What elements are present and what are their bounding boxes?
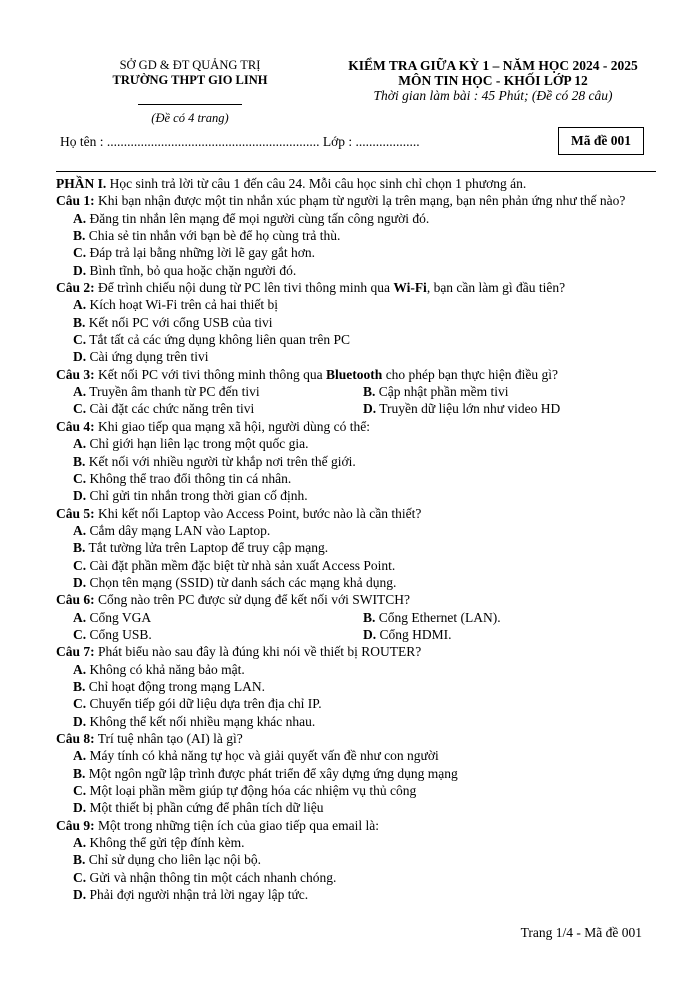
- question-text: Trí tuệ nhân tạo (AI) là gì?: [94, 731, 243, 746]
- option: [56, 799, 656, 816]
- option-letter: A.: [73, 522, 87, 538]
- exam-title: KIỂM TRA GIỮA KỲ 1 – NĂM HỌC 2024 - 2025: [348, 58, 638, 73]
- exam-content: [56, 175, 656, 903]
- question-6: [56, 591, 656, 608]
- question-keyword: Wi-Fi: [393, 280, 427, 296]
- option-text: Không thể trao đổi thông tin cá nhân.: [86, 470, 292, 486]
- option: [56, 574, 656, 591]
- option-letter: A.: [73, 835, 87, 851]
- option: [56, 747, 656, 764]
- option: [56, 470, 656, 487]
- option-text: Truyền âm thanh từ PC đến tivi: [86, 384, 260, 400]
- question-text: Khi bạn nhận được một tin nhắn xúc phạm từ người lạ trên mạng, bạn nên phản ứng như thế nào?: [94, 193, 626, 209]
- question-text: Khi giao tiếp qua mạng xã hội, người dùng có thể:: [94, 418, 371, 434]
- option-text: Tắt tất cả các ứng dụng không liên quan trên PC: [86, 332, 351, 348]
- question-text: Để trình chiếu nội dung từ PC lên tivi thông minh qua: [94, 280, 394, 296]
- question-text: Một trong những tiện ích của giao tiếp qua email là:: [94, 817, 380, 833]
- question-number: Câu 1:: [56, 193, 95, 209]
- question-8: [56, 730, 656, 747]
- exam-code-box: Mã đề 001: [558, 127, 644, 155]
- option-letter: D.: [363, 401, 377, 417]
- option-letter: B.: [73, 678, 86, 694]
- option: [363, 626, 653, 643]
- option-text: Cổng VGA: [86, 609, 152, 625]
- question-number: Câu 3:: [56, 366, 95, 382]
- subject-title: MÔN TIN HỌC - KHỐI LỚP 12: [398, 73, 588, 88]
- option-text: Truyền dữ liệu lớn như video HD: [376, 401, 561, 417]
- question-number: Câu 8:: [56, 731, 95, 746]
- option-letter: A.: [73, 661, 87, 677]
- option-letter: B.: [73, 453, 86, 469]
- option-letter: D.: [73, 800, 87, 816]
- option-text: Cài ứng dụng trên tivi: [86, 349, 209, 365]
- question-text: Phát biểu nào sau đây là đúng khi nói về thiết bị ROUTER?: [94, 644, 422, 660]
- option-letter: C.: [73, 696, 87, 712]
- option: [56, 210, 656, 227]
- option-row: [56, 400, 656, 417]
- option-letter: C.: [73, 245, 87, 261]
- option-text: Chọn tên mạng (SSID) từ danh sách các mạng khả dụng.: [86, 574, 397, 590]
- option-letter: A.: [73, 210, 87, 226]
- option-text: Cổng Ethernet (LAN).: [375, 609, 501, 625]
- pages-note: (Đề có 4 trang): [151, 111, 229, 125]
- option-letter: C.: [73, 869, 87, 885]
- option: [56, 557, 656, 574]
- option: [56, 331, 656, 348]
- option-text: Chỉ hoạt động trong mạng LAN.: [85, 678, 265, 694]
- option-text: Không có khả năng bảo mật.: [86, 661, 245, 677]
- option-text: Kết nối PC với cổng USB của tivi: [85, 314, 273, 330]
- question-number: Câu 2:: [56, 280, 95, 296]
- question-text: Cổng nào trên PC được sử dụng để kết nối với SWITCH?: [94, 592, 411, 608]
- option-text: Một ngôn ngữ lập trình được phát triển để xây dựng ứng dụng mạng: [85, 765, 458, 781]
- option-text: Kết nối với nhiều người từ khắp nơi trên thế giới.: [85, 453, 356, 469]
- question-number: Câu 6:: [56, 592, 95, 608]
- option-letter: C.: [73, 401, 87, 417]
- option-row: [56, 626, 656, 643]
- option-letter: B.: [73, 540, 86, 556]
- question-text-tail: , bạn cần làm gì đầu tiên?: [426, 280, 566, 296]
- option: [56, 661, 656, 678]
- option-text: Tắt tường lửa trên Laptop để truy cập mạng.: [85, 540, 329, 556]
- question-text: Kết nối PC với tivi thông minh thông qua: [94, 366, 327, 382]
- option: [56, 765, 656, 782]
- question-3: [56, 366, 656, 383]
- option-letter: D.: [73, 488, 87, 504]
- option-text: Chỉ sử dụng cho liên lạc nội bộ.: [85, 852, 262, 868]
- option-letter: D.: [73, 713, 87, 729]
- question-number: Câu 7:: [56, 644, 95, 660]
- option-text: Đăng tin nhắn lên mạng để mọi người cùng tấn công người đó.: [86, 210, 430, 226]
- option: [73, 626, 363, 643]
- option: [56, 695, 656, 712]
- option-text: Chỉ gửi tin nhắn trong thời gian cố định.: [86, 488, 308, 504]
- option-letter: B.: [73, 765, 86, 781]
- question-keyword: Bluetooth: [326, 366, 383, 382]
- option-text: Cổng HDMI.: [376, 626, 452, 642]
- option: [56, 851, 656, 868]
- option: [56, 314, 656, 331]
- option: [56, 487, 656, 504]
- option-letter: D.: [73, 349, 87, 365]
- question-text-tail: cho phép bạn thực hiện điều gì?: [382, 366, 558, 382]
- option-letter: B.: [73, 314, 86, 330]
- option: [56, 782, 656, 799]
- option-letter: C.: [73, 332, 87, 348]
- option: [56, 296, 656, 313]
- option-letter: A.: [73, 748, 87, 764]
- option-row: [56, 609, 656, 626]
- option-letter: D.: [73, 574, 87, 590]
- header-separator: [56, 171, 656, 172]
- question-7: [56, 643, 656, 660]
- option: [56, 713, 656, 730]
- option: [56, 244, 656, 261]
- option-text: Bình tĩnh, bỏ qua hoặc chặn người đó.: [86, 262, 297, 278]
- option: [56, 522, 656, 539]
- option-text: Gửi và nhận thông tin một cách nhanh chóng.: [86, 869, 337, 885]
- department-name: SỞ GD & ĐT QUẢNG TRỊ: [119, 58, 261, 72]
- option-text: Cổng USB.: [86, 626, 152, 642]
- option-text: Máy tính có khả năng tự học và giải quyết vấn đề như con người: [86, 748, 439, 764]
- option-letter: B.: [73, 852, 86, 868]
- option-letter: A.: [73, 297, 87, 313]
- option-letter: A.: [73, 436, 87, 452]
- option: [73, 400, 363, 417]
- option-text: Không thể kết nối nhiều mạng khác nhau.: [86, 713, 316, 729]
- part-instruction: [56, 175, 656, 192]
- option-letter: C.: [73, 557, 87, 573]
- option: [56, 227, 656, 244]
- question-5: [56, 505, 656, 522]
- option-text: Cài đặt phần mềm đặc biệt từ nhà sản xuất Access Point.: [86, 557, 396, 573]
- option: [73, 383, 363, 400]
- option-text: Cập nhật phần mềm tivi: [375, 384, 509, 400]
- part-label: PHẦN I.: [56, 176, 107, 191]
- question-text: Khi kết nối Laptop vào Access Point, bước nào là cần thiết?: [94, 505, 422, 521]
- option-text: Cài đặt các chức năng trên tivi: [86, 401, 255, 417]
- option-text: Cắm dây mạng LAN vào Laptop.: [86, 522, 271, 538]
- option-letter: D.: [73, 262, 87, 278]
- option: [56, 453, 656, 470]
- option: [56, 886, 656, 903]
- part-text: Học sinh trả lời từ câu 1 đến câu 24. Mỗi câu học sinh chỉ chọn 1 phương án.: [106, 176, 527, 191]
- question-number: Câu 5:: [56, 505, 95, 521]
- option-letter: A.: [73, 384, 87, 400]
- option: [56, 435, 656, 452]
- option-letter: C.: [73, 783, 87, 799]
- question-number: Câu 9:: [56, 817, 95, 833]
- option-text: Đáp trả lại bằng những lời lẽ gay gắt hơn.: [86, 245, 316, 261]
- option-text: Kích hoạt Wi-Fi trên cả hai thiết bị: [86, 297, 279, 313]
- option-text: Một loại phần mềm giúp tự động hóa các nhiệm vụ thủ công: [86, 783, 417, 799]
- option-letter: B.: [73, 228, 86, 244]
- option: [73, 609, 363, 626]
- option-text: Chuyển tiếp gói dữ liệu dựa trên địa chỉ IP.: [86, 696, 322, 712]
- page-footer: Trang 1/4 - Mã đề 001: [520, 925, 642, 940]
- option-letter: D.: [363, 626, 377, 642]
- question-number: Câu 4:: [56, 418, 95, 434]
- option-text: Một thiết bị phần cứng để phân tích dữ liệu: [86, 800, 324, 816]
- school-header: [70, 58, 310, 126]
- option: [56, 834, 656, 851]
- student-info-line: Họ tên : ............................................................... Lớp : ...................: [60, 134, 420, 149]
- time-note: Thời gian làm bài : 45 Phút; (Đề có 28 câu): [373, 88, 613, 103]
- option: [56, 348, 656, 365]
- option: [56, 262, 656, 279]
- option: [363, 609, 653, 626]
- option: [363, 383, 653, 400]
- option-text: Không thể gửi tệp đính kèm.: [86, 835, 245, 851]
- option: [56, 869, 656, 886]
- option-text: Chỉ giới hạn liên lạc trong một quốc gia.: [86, 436, 309, 452]
- header-divider: [138, 104, 242, 105]
- option: [56, 539, 656, 556]
- option-row: [56, 383, 656, 400]
- question-9: [56, 817, 656, 834]
- option-letter: B.: [363, 384, 376, 400]
- question-2: [56, 279, 656, 296]
- exam-header: [328, 58, 658, 103]
- question-4: [56, 418, 656, 435]
- option: [363, 400, 653, 417]
- option-letter: B.: [363, 609, 376, 625]
- option-letter: C.: [73, 470, 87, 486]
- option-letter: D.: [73, 887, 87, 903]
- option-text: Phải đợi người nhận trả lời ngay lập tức.: [86, 887, 309, 903]
- question-1: [56, 192, 656, 209]
- option-letter: C.: [73, 626, 87, 642]
- option: [56, 678, 656, 695]
- option-letter: A.: [73, 609, 87, 625]
- option-text: Chia sẻ tin nhắn với bạn bè để họ cùng trả thù.: [85, 228, 341, 244]
- school-name: TRƯỜNG THPT GIO LINH: [112, 73, 268, 87]
